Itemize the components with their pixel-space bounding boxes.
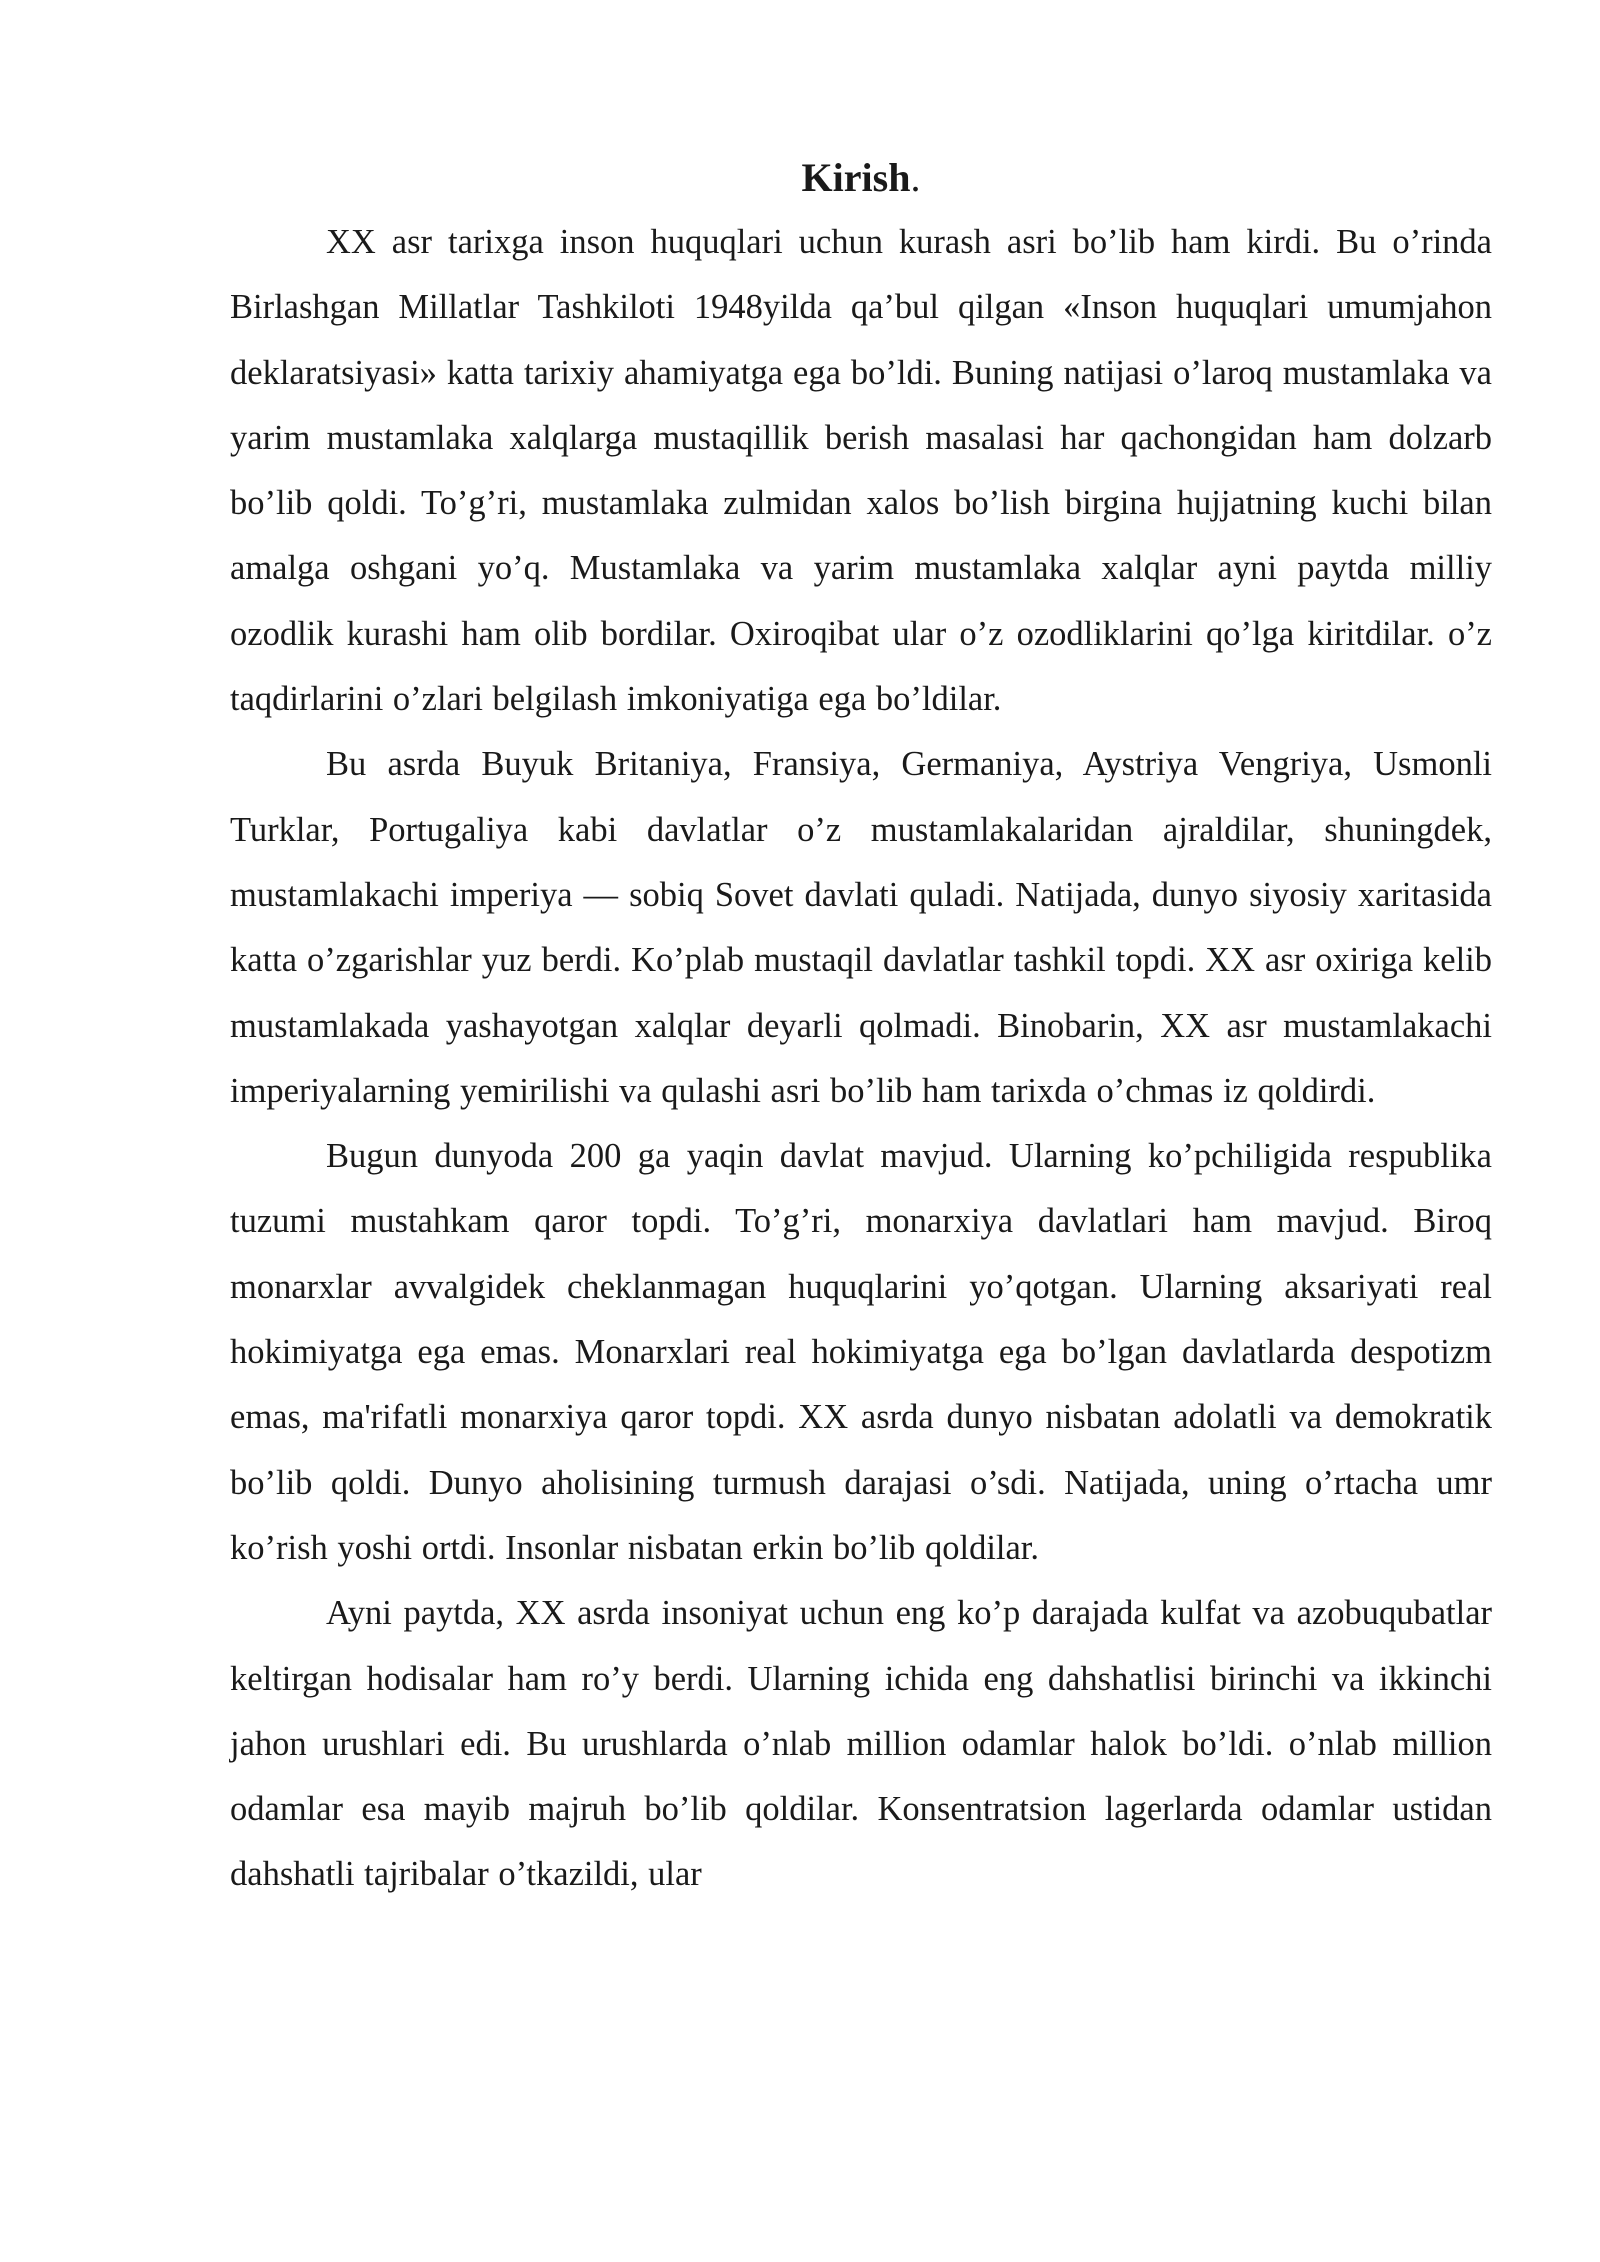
document-title [230,152,1492,204]
paragraph-4: Ayni paytda, XX asrda insoniyat uchun eng ko’p darajada kulfat va azobuqubatlar keltirgan hodisalar ham ro’y berdi. Ularning ichida eng dahshatlisi birinchi va ikkinchi jahon urushlari edi. Bu urushlarda o’nlab million odamlar halok bo’ldi. o’nlab million odamlar esa mayib majruh bo’lib qoldilar. Konsentratsion lagerlarda odamlar ustidan dahshatli tajribalar o’tkazildi, ular [230,1594,1492,1894]
title-punctuation: . [910,155,921,200]
paragraph-2: Bu asrda Buyuk Britaniya, Fransiya, Germaniya, Aystriya Vengriya, Usmonli Turklar, Portugaliya kabi davlatlar o’z mustamlakalaridan ajraldilar, shuningdek, mustamlakachi imperiya — sobiq Sovet davlati quladi. Natijada, dunyo siyosiy xaritasida katta o’zgarishlar yuz berdi. Ko’plab mustaqil davlatlar tashkil topdi. XX asr oxiriga kelib mustamlakada yashayotgan xalqlar deyarli qolmadi. Binobarin, XX asr mustamlakachi imperiyalarning yemirilishi va qulashi asri bo’lib ham tarixda o’chmas iz qoldirdi. [230,745,1492,1110]
paragraph-3: Bugun dunyoda 200 ga yaqin davlat mavjud. Ularning ko’pchiligida respublika tuzumi mustahkam qaror topdi. To’g’ri, monarxiya davlatlari ham mavjud. Biroq monarxlar avvalgidek cheklanmagan huquqlarini yo’qotgan. Ularning aksariyati real hokimiyatga ega emas. Monarxlari real hokimiyatga ega bo’lgan davlatlarda despotizm emas, ma'rifatli monarxiya qaror topdi. XX asrda dunyo nisbatan adolatli va demokratik bo’lib qoldi. Dunyo aholisining turmush darajasi o’sdi. Natijada, uning o’rtacha umr ko’rish yoshi ortdi. Insonlar nisbatan erkin bo’lib qoldilar. [230,1137,1492,1567]
title-text: Kirish [801,155,911,200]
paragraph-1: XX asr tarixga inson huquqlari uchun kurash asri bo’lib ham kirdi. Bu o’rinda Birlashgan Millatlar Tashkiloti 1948yilda qa’bul qilgan «Inson huquqlari umumjahon deklaratsiyasi» katta tarixiy ahamiyatga ega bo’ldi. Buning natijasi o’laroq mustamlaka va yarim mustamlaka xalqlarga mustaqillik berish masalasi har qachongidan ham dolzarb bo’lib qoldi. To’g’ri, mustamlaka zulmidan xalos bo’lish birgina hujjatning kuchi bilan amalga oshgani yo’q. Mustamlaka va yarim mustamlaka xalqlar ayni paytda milliy ozodlik kurashi ham olib bordilar. Oxiroqibat ular o’z ozodliklarini qo’lga kiritdilar. o’z taqdirlarini o’zlari belgilash imkoniyatiga ega bo’ldilar. [230,223,1492,719]
document-body [230,152,1492,1908]
